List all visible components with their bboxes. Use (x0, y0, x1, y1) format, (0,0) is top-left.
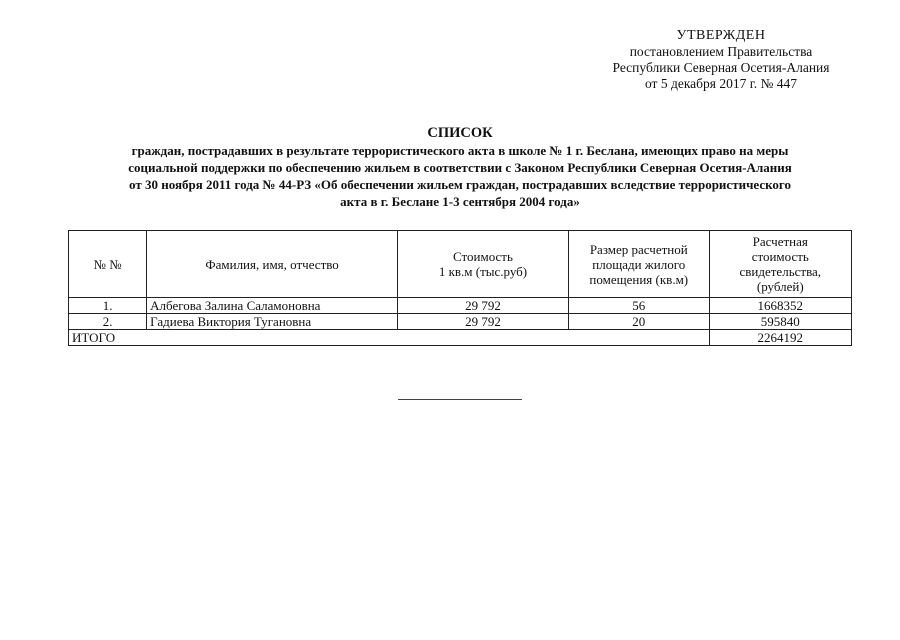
row-area: 56 (568, 298, 709, 314)
header-cost-line: 1 кв.м (тыс.руб) (438, 264, 528, 279)
row-full-name: Албегова Залина Саламоновна (147, 298, 398, 314)
header-certificate-cost (709, 231, 851, 298)
header-cost-line: Стоимость (453, 249, 513, 264)
table-header-row (69, 231, 852, 298)
header-area-line: площади жилого (592, 256, 686, 272)
row-number: 1. (69, 298, 147, 314)
row-number: 2. (69, 314, 147, 330)
document-subtitle-line: от 30 ноября 2011 года № 44-РЗ «Об обеспечении жильем граждан, пострадавших вследствие террористического (128, 177, 792, 192)
header-area (568, 231, 709, 298)
header-total-line: Расчетная (752, 234, 808, 249)
header-total-line: (рублей) (756, 279, 804, 294)
row-cost-per-sqm: 29 792 (397, 314, 568, 330)
header-area-line: помещения (кв.м) (589, 271, 689, 287)
row-cost-per-sqm: 29 792 (397, 298, 568, 314)
row-area: 20 (568, 314, 709, 330)
header-number: № № (69, 231, 147, 298)
header-full-name: Фамилия, имя, отчество (147, 231, 398, 298)
document-end-line (398, 399, 522, 400)
approval-line: Республики Северная Осетия-Алания (612, 60, 830, 75)
approval-line: постановлением Правительства (629, 44, 813, 59)
total-value: 2264192 (709, 330, 851, 346)
row-full-name: Гадиева Виктория Тугановна (147, 314, 398, 330)
approval-block (590, 28, 852, 92)
document-header (60, 124, 860, 210)
total-label: ИТОГО (69, 330, 710, 346)
row-certificate-cost: 595840 (709, 314, 851, 330)
header-total-line: стоимость (751, 249, 809, 264)
table-row (69, 314, 852, 330)
header-area-line: Размер расчетной (589, 241, 688, 257)
citizens-table (68, 230, 852, 346)
document-title: СПИСОК (427, 125, 493, 141)
table-row (69, 298, 852, 314)
document-subtitle-line: акта в г. Беслане 1-3 сентября 2004 года» (340, 194, 580, 209)
row-certificate-cost: 1668352 (709, 298, 851, 314)
document-subtitle-line: граждан, пострадавших в результате террористического акта в школе № 1 г. Беслана, имеющих право на меры (131, 143, 789, 158)
approval-stamp: УТВЕРЖДЕН (676, 28, 766, 43)
document-subtitle-line: социальной поддержки по обеспечению жильем в соответствии с Законом Республики Северная Осетия-Алания (128, 160, 792, 175)
table-total-row (69, 330, 852, 346)
header-total-line: свидетельства, (739, 264, 822, 279)
approval-date-line: от 5 декабря 2017 г. № 447 (644, 76, 798, 91)
header-cost-per-sqm (397, 231, 568, 298)
